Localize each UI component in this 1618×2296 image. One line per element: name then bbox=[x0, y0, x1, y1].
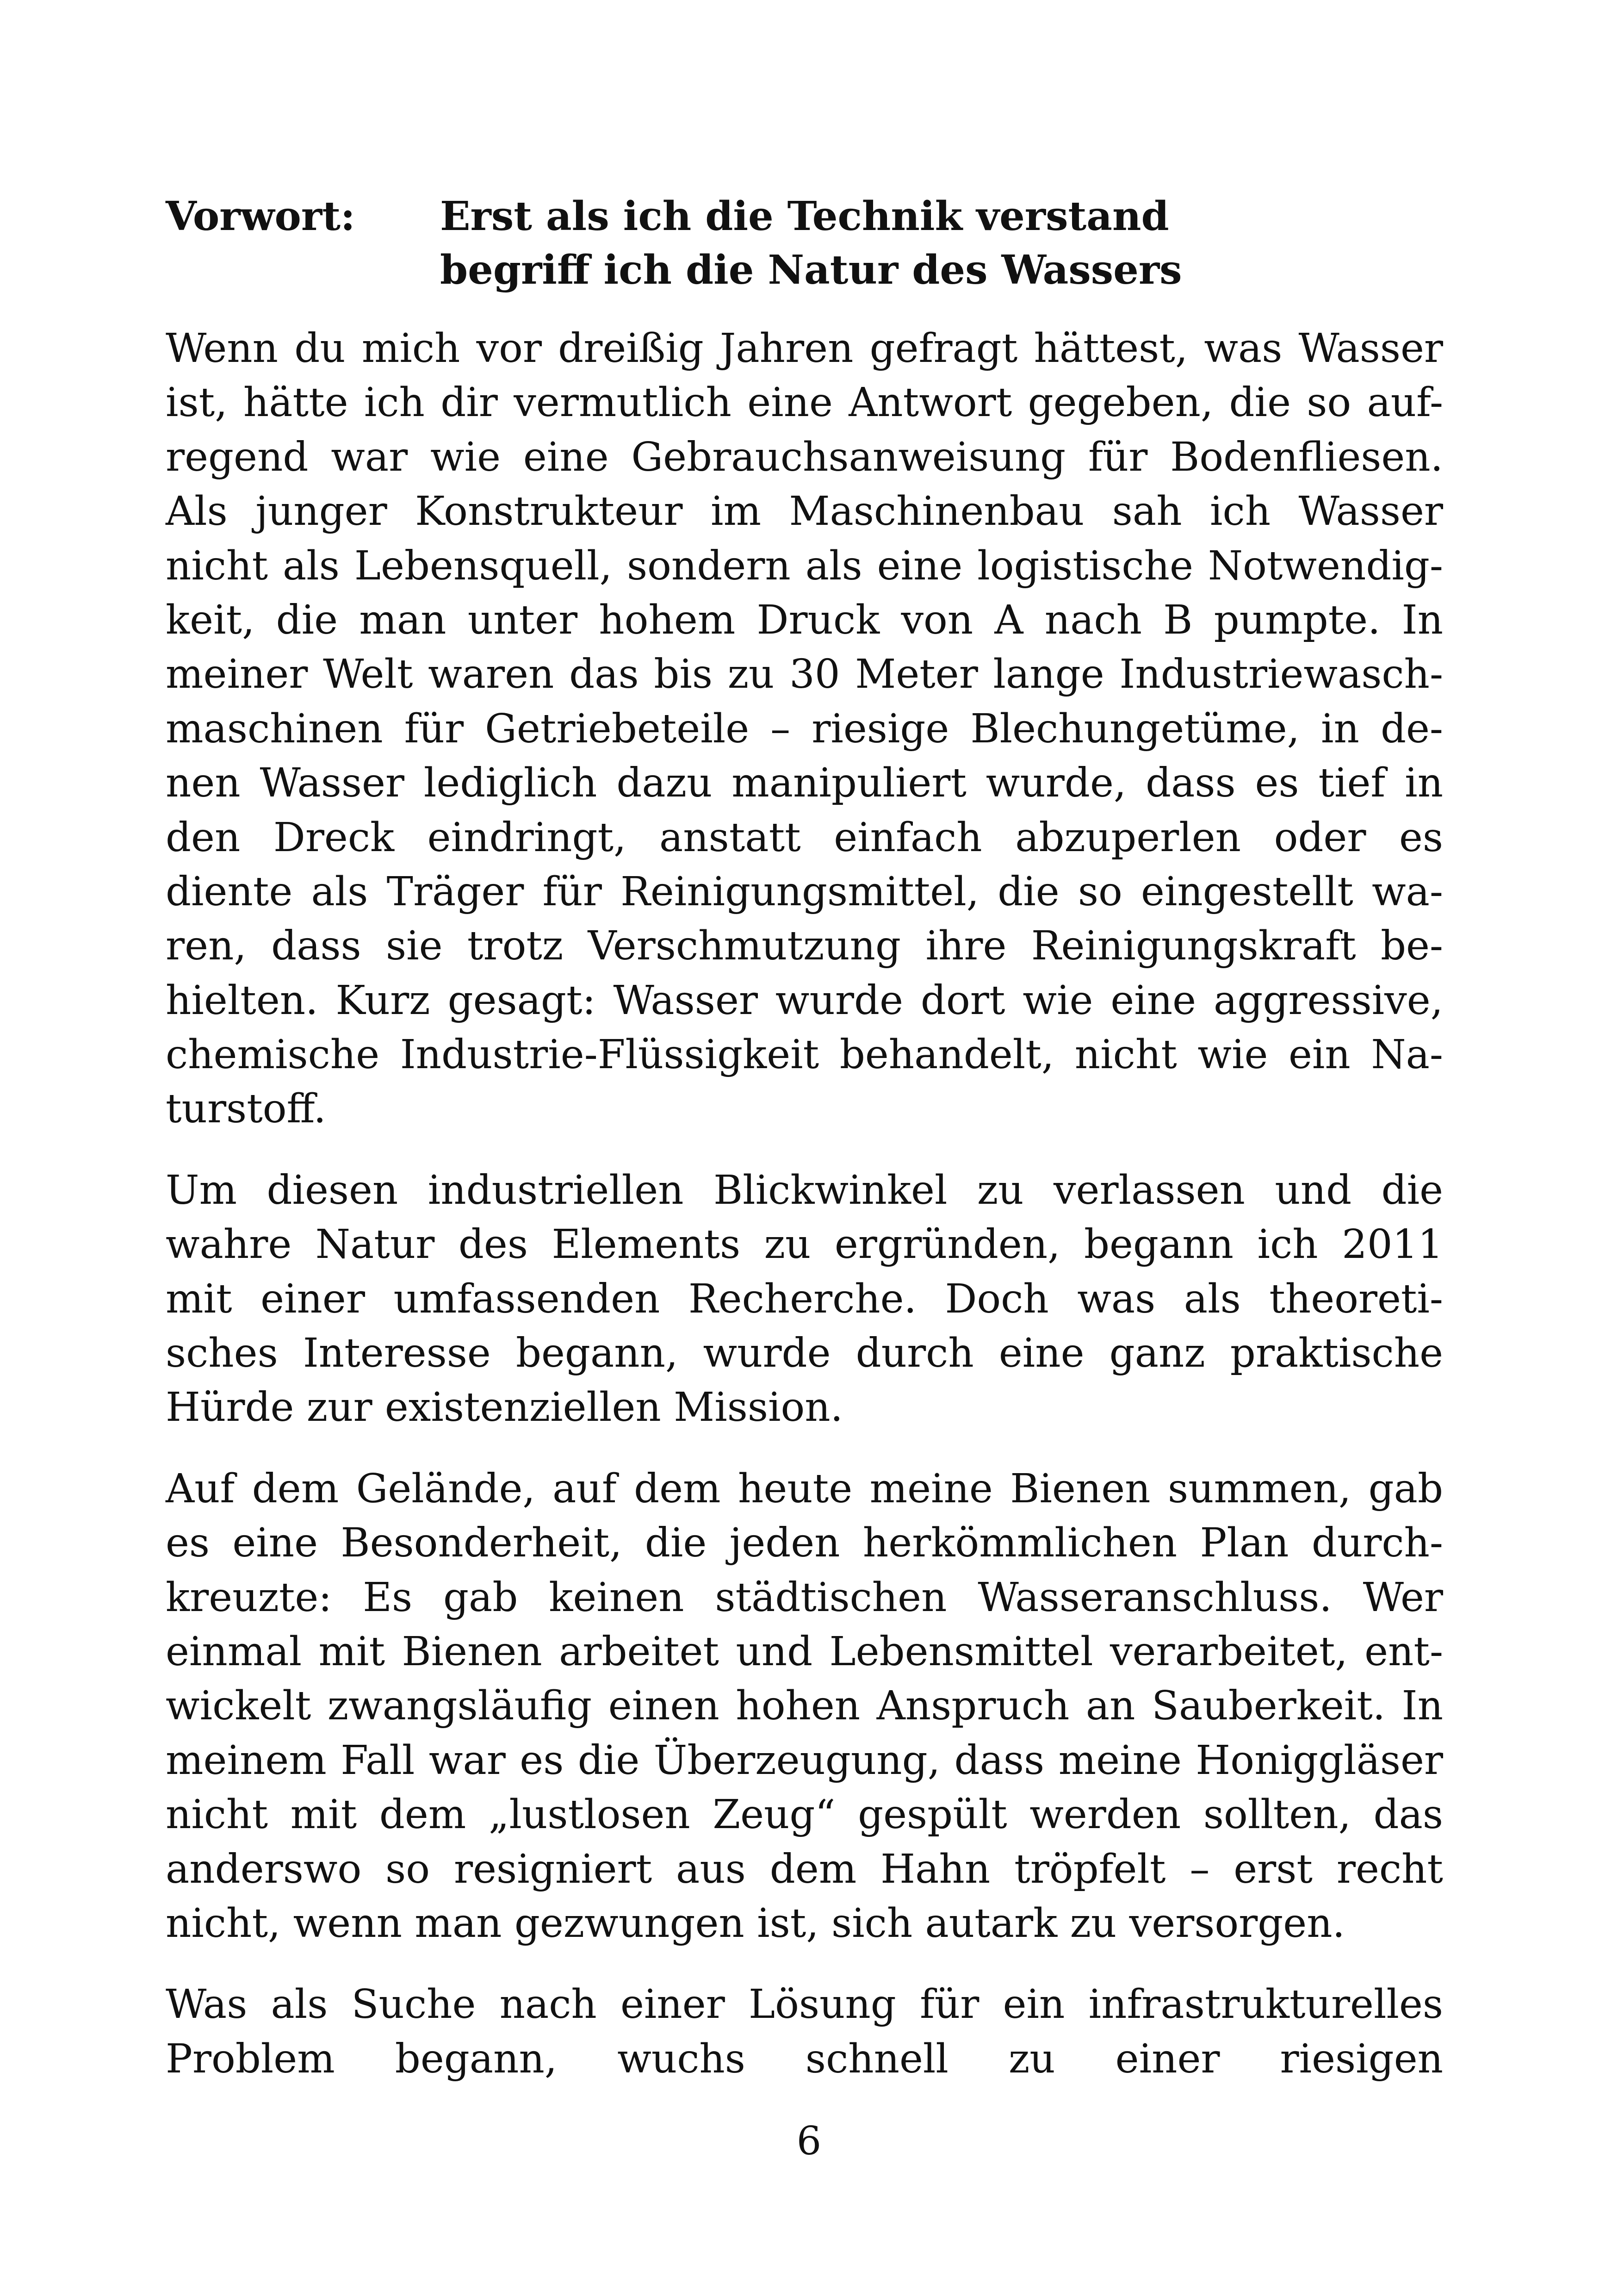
text-line: den Dreck eindringt, anstatt einfach abzuperlen oder es bbox=[166, 814, 1443, 861]
text-line: Wenn du mich vor dreißig Jahren gefragt hättest, was Wasser bbox=[166, 325, 1443, 372]
text-line: nicht, wenn man gezwungen ist, sich autark zu versorgen. bbox=[166, 1900, 1345, 1947]
paragraph bbox=[166, 1462, 1443, 1951]
heading-row-1 bbox=[166, 190, 1443, 297]
text-line: meiner Welt waren das bis zu 30 Meter lange Industriewasch- bbox=[166, 651, 1443, 698]
body-text bbox=[166, 322, 1443, 2113]
text-line: Was als Suche nach einer Lösung für ein infrastrukturelles bbox=[166, 1981, 1443, 2028]
text-line: einmal mit Bienen arbeitet und Lebensmittel verarbeitet, ent- bbox=[166, 1628, 1443, 1675]
text-line: nicht mit dem „lustlosen Zeug“ gespült werden sollten, das bbox=[166, 1792, 1443, 1838]
paragraph bbox=[166, 1978, 1443, 2086]
heading-label: Vorwort: bbox=[166, 193, 355, 240]
chapter-heading bbox=[166, 190, 1443, 297]
text-line: keit, die man unter hohem Druck von A nach B pumpte. In bbox=[166, 597, 1443, 643]
text-line: nen Wasser lediglich dazu manipuliert wurde, dass es tief in bbox=[166, 760, 1443, 807]
text-line: maschinen für Getriebeteile – riesige Blechungetüme, in de- bbox=[166, 705, 1443, 752]
text-line: chemische Industrie-Flüssigkeit behandelt, nicht wie ein Na- bbox=[166, 1032, 1443, 1078]
text-line: meinem Fall war es die Überzeugung, dass meine Honiggläser bbox=[166, 1737, 1443, 1784]
heading-title-line-2: begriff ich die Natur des Wassers bbox=[440, 247, 1182, 293]
text-line: mit einer umfassenden Recherche. Doch was als theoreti- bbox=[166, 1276, 1443, 1322]
text-line: hielten. Kurz gesagt: Wasser wurde dort wie eine aggressive, bbox=[166, 977, 1443, 1024]
text-line: anderswo so resigniert aus dem Hahn tröpfelt – erst recht bbox=[166, 1846, 1443, 1892]
heading-title-line-1: Erst als ich die Technik verstand bbox=[440, 193, 1169, 240]
text-line: regend war wie eine Gebrauchsanweisung für Bodenfliesen. bbox=[166, 434, 1443, 480]
text-line: Auf dem Gelände, auf dem heute meine Bienen summen, gab bbox=[166, 1465, 1443, 1512]
text-line: Problem begann, wuchs schnell zu einer riesigen bbox=[166, 2035, 1443, 2082]
page-number: 6 bbox=[796, 2118, 822, 2164]
text-line: turstoff. bbox=[166, 1086, 326, 1132]
paragraph bbox=[166, 322, 1443, 1137]
text-line: ist, hätte ich dir vermutlich eine Antwort gegeben, die so auf- bbox=[166, 380, 1443, 426]
text-line: Um diesen industriellen Blickwinkel zu verlassen und die bbox=[166, 1167, 1443, 1213]
text-line: sches Interesse begann, wurde durch eine ganz praktische bbox=[166, 1330, 1443, 1377]
text-line: Als junger Konstrukteur im Maschinenbau sah ich Wasser bbox=[166, 488, 1443, 535]
text-line: kreuzte: Es gab keinen städtischen Wasseranschluss. Wer bbox=[166, 1574, 1443, 1621]
paragraph bbox=[166, 1164, 1443, 1435]
text-line: es eine Besonderheit, die jeden herkömmlichen Plan durch- bbox=[166, 1520, 1443, 1567]
text-line: diente als Träger für Reinigungsmittel, die so eingestellt wa- bbox=[166, 868, 1443, 915]
text-line: Hürde zur existenziellen Mission. bbox=[166, 1384, 843, 1431]
text-line: ren, dass sie trotz Verschmutzung ihre Reinigungskraft be- bbox=[166, 923, 1443, 970]
text-line: wickelt zwangsläufig einen hohen Anspruch an Sauberkeit. In bbox=[166, 1683, 1443, 1730]
heading-title bbox=[440, 190, 1443, 297]
text-line: wahre Natur des Elements zu ergründen, begann ich 2011 bbox=[166, 1221, 1443, 1268]
text-line: nicht als Lebensquell, sondern als eine logistische Notwendig- bbox=[166, 542, 1443, 589]
